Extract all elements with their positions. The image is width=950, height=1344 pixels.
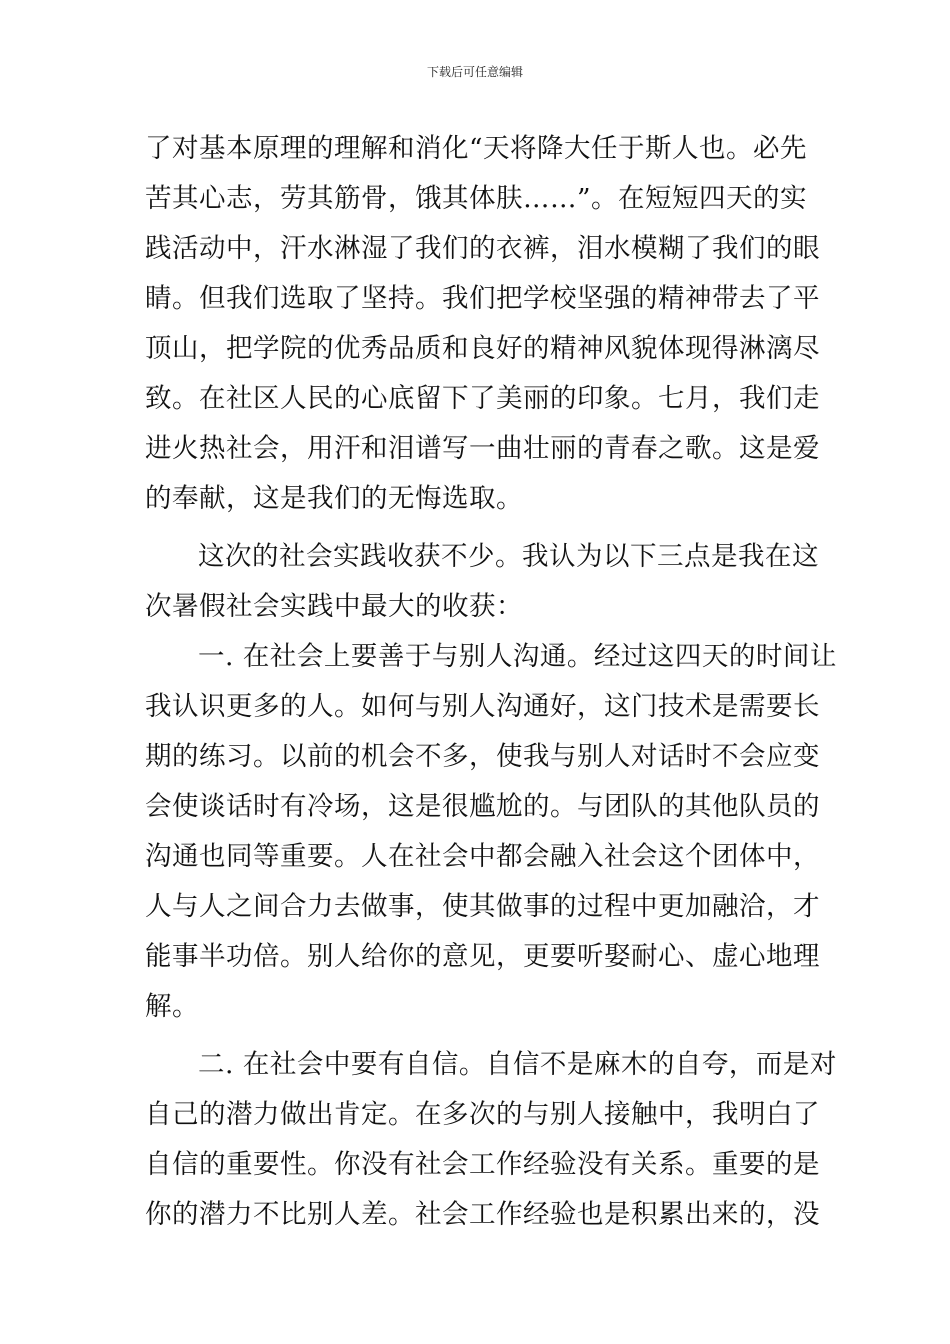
page-header: 下载后可任意编辑 — [426, 65, 523, 79]
text-line: 会使谈话时有冷场，这是很尴尬的。与团队的其他队员的 — [145, 791, 820, 822]
paragraph-first-line: 二. 在社会中要有自信。自信不是麻木的自夸，而是对 — [198, 1049, 837, 1080]
text-line: 进火热社会，用汗和泪谱写一曲壮丽的青春之歌。这是爱 — [145, 433, 820, 464]
text-line: 致。在社区人民的心底留下了美丽的印象。七月，我们走 — [145, 383, 820, 414]
text-line: 你的潜力不比别人差。社会工作经验也是积累出来的，没 — [145, 1199, 820, 1230]
document-body — [145, 124, 837, 1240]
text-line: 解。 — [145, 991, 199, 1022]
paragraph-first-line: 这次的社会实践收获不少。我认为以下三点是我在这 — [198, 541, 819, 572]
text-line: 了对基本原理的理解和消化“天将降大任于斯人也。必先 — [145, 133, 808, 164]
paragraph-first-line: 一. 在社会上要善于与别人沟通。经过这四天的时间让 — [198, 641, 837, 672]
text-line: 顶山，把学院的优秀品质和良好的精神风貌体现得淋漓尽 — [145, 333, 820, 364]
text-line: 人与人之间合力去做事，使其做事的过程中更加融洽，才 — [145, 891, 820, 922]
paragraph-gap — [145, 1032, 810, 1040]
text-line: 沟通也同等重要。人在社会中都会融入社会这个团体中， — [145, 841, 820, 872]
text-line: 我认识更多的人。如何与别人沟通好，这门技术是需要长 — [145, 691, 820, 722]
text-line: 自信的重要性。你没有社会工作经验没有关系。重要的是 — [145, 1149, 820, 1180]
paragraph-gap — [145, 524, 810, 532]
text-line: 苦其心志，劳其筋骨，饿其体肤……”。在短短四天的实 — [145, 183, 808, 214]
text-line: 期的练习。以前的机会不多，使我与别人对话时不会应变 — [145, 741, 820, 772]
text-line: 的奉献，这是我们的无悔选取。 — [145, 483, 523, 514]
text-line: 次暑假社会实践中最大的收获： — [145, 591, 523, 622]
text-line: 自己的潜力做出肯定。在多次的与别人接触中，我明白了 — [145, 1099, 820, 1130]
text-line: 睛。但我们选取了坚持。我们把学校坚强的精神带去了平 — [145, 283, 820, 314]
text-line: 能事半功倍。别人给你的意见，更要听娶耐心、虚心地理 — [145, 941, 820, 972]
text-line: 践活动中，汗水淋湿了我们的衣裤，泪水模糊了我们的眼 — [145, 233, 820, 264]
